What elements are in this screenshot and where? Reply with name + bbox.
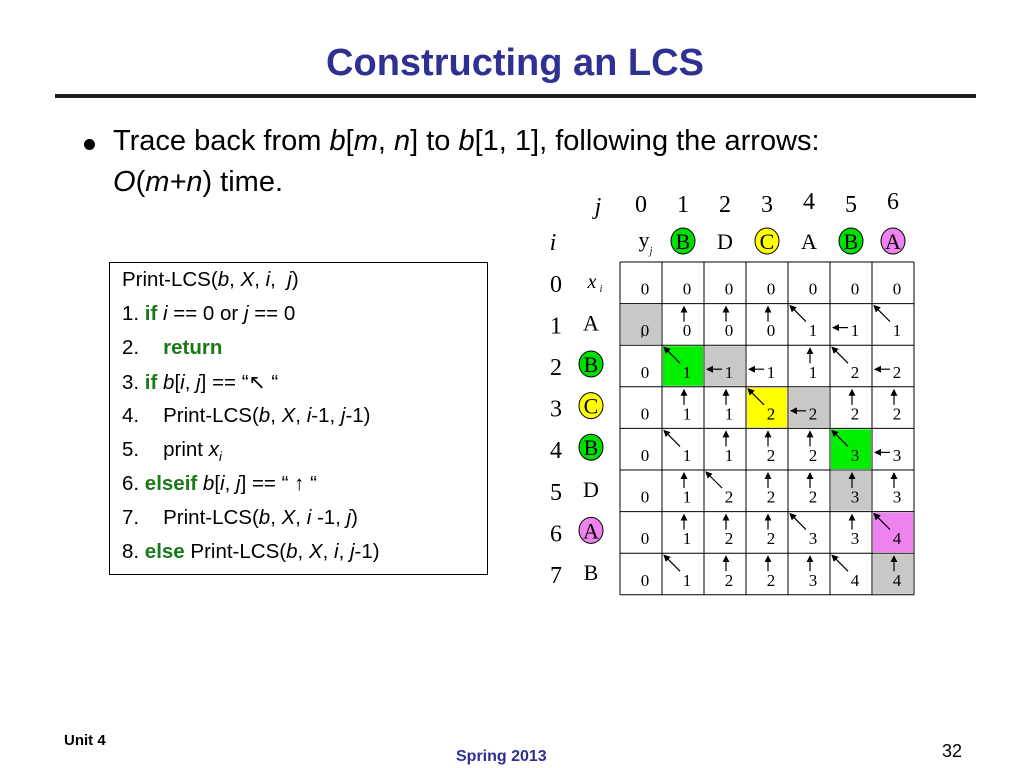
cell-value: 3	[892, 487, 902, 507]
cell-value: 2	[850, 362, 860, 382]
j-index: 3	[761, 192, 773, 218]
cell-value: 2	[850, 404, 860, 424]
i-index: 4	[550, 438, 562, 465]
y-char: D	[717, 229, 733, 254]
cell-value: 2	[724, 487, 734, 507]
cell-value: 4	[892, 529, 902, 549]
y-char: A	[801, 229, 817, 254]
j-index: 0	[635, 192, 647, 218]
cell-value: 3	[850, 446, 860, 465]
footer-term: Spring 2013	[456, 748, 547, 765]
cell-value: 3	[892, 446, 902, 465]
arrow-diag	[832, 555, 848, 571]
cell-value: 3	[850, 487, 860, 507]
cell-value: 2	[766, 529, 776, 549]
i-index: 1	[550, 313, 562, 340]
arrow-diag	[790, 306, 806, 322]
i-index: 6	[550, 521, 562, 548]
cell-value: 0	[724, 279, 734, 299]
cell-value: 0	[766, 279, 776, 299]
x-char: A	[583, 518, 599, 544]
cell-value: 1	[808, 321, 818, 341]
cell-value: 2	[766, 487, 776, 507]
cell-value: 2	[766, 570, 776, 590]
slide-title: Constructing an LCS	[326, 42, 704, 84]
cell-value: 0	[850, 279, 860, 299]
cell-value: 2	[766, 446, 776, 465]
i-index: 7	[550, 563, 562, 589]
cell-value: 2	[724, 529, 734, 549]
arrow-diag	[664, 555, 680, 571]
code-line-4: 4. Print-LCS(b, X, i-1, j-1)	[122, 404, 371, 427]
cell-value: 0	[724, 321, 734, 341]
cell-value: 0	[640, 362, 650, 382]
cell-value: 2	[808, 404, 818, 424]
y-subscript: j	[649, 246, 653, 257]
cell-value: 1	[808, 362, 818, 382]
x-subscript: i	[599, 284, 603, 295]
x-char: B	[583, 435, 599, 461]
cell-value: 1	[682, 404, 692, 424]
cell-value: 1	[892, 321, 902, 341]
code-line-8: 8. else Print-LCS(b, X, i, j-1)	[122, 540, 380, 563]
cell-value: 2	[724, 570, 734, 590]
x-char: A	[583, 310, 599, 336]
j-axis-label: j	[594, 194, 602, 220]
cell-value: 1	[850, 321, 860, 341]
cell-value: 0	[682, 321, 692, 341]
i-index: 0	[550, 271, 562, 298]
i-axis-label: i	[549, 230, 557, 256]
j-index: 1	[677, 192, 689, 218]
cell-value: 0	[808, 279, 818, 299]
cell-value: 0	[640, 529, 650, 549]
cell-value: 0	[640, 321, 650, 341]
code-line-2: 2. return	[122, 336, 223, 359]
cell-value: 0	[892, 279, 902, 299]
x-char: B	[583, 560, 599, 585]
cell-value: 0	[766, 321, 776, 341]
x-label: x	[587, 271, 597, 293]
arrow-diag	[790, 514, 806, 530]
arrow-diag	[874, 306, 890, 322]
cell-value: 2	[808, 487, 818, 507]
x-char: D	[583, 476, 599, 502]
j-index: 4	[803, 189, 815, 215]
x-char: B	[583, 352, 599, 377]
code-line-5: 5. print $x_i$	[122, 438, 222, 465]
arrow-diag	[706, 472, 722, 488]
code-header: Print-LCS(b, X, i, j)	[122, 268, 299, 291]
cell-value: 1	[682, 529, 692, 549]
cell-value: 1	[724, 362, 734, 382]
cell-value: 0	[640, 570, 650, 590]
arrow-diag	[832, 347, 848, 363]
j-index: 5	[845, 192, 857, 218]
i-index: 2	[550, 355, 562, 381]
bullet-line-1: Trace back from b[m, n] to b[1, 1], following the arrows:	[113, 125, 820, 157]
cell-value: 1	[724, 446, 734, 465]
cell-value: 4	[892, 570, 902, 590]
footer-unit: Unit 4	[64, 732, 106, 749]
up-arrow-symbol: ↑	[294, 472, 305, 495]
bullet-line-2: O(m+n) time.	[113, 166, 284, 198]
cell-value: 0	[640, 487, 650, 507]
cell-value: 1	[682, 487, 692, 507]
x-char: C	[583, 393, 599, 419]
cell-value: 3	[808, 529, 818, 549]
page-number: 32	[942, 741, 963, 761]
cell-value: 3	[808, 570, 818, 590]
diag-arrow-symbol: ↖	[248, 371, 266, 394]
cell-value: 1	[682, 362, 692, 382]
cell-value: 1	[682, 570, 692, 590]
cell-value: 1	[724, 404, 734, 424]
j-index: 2	[719, 192, 731, 218]
cell-value: 2	[808, 446, 818, 465]
i-index: 5	[550, 479, 562, 506]
cell-value: 1	[682, 446, 692, 465]
y-char: B	[843, 229, 859, 254]
cell-value: 0	[640, 404, 650, 424]
cell-value: 0	[682, 279, 692, 299]
code-line-7: 7. Print-LCS(b, X, i -1, j)	[122, 506, 358, 529]
arrow-diag	[664, 430, 680, 446]
cell-value: 4	[850, 570, 860, 590]
cell-value: 1	[766, 362, 776, 382]
cell-value: 0	[640, 279, 650, 299]
y-label: y	[638, 227, 650, 252]
cell-value: 3	[850, 529, 860, 549]
cell-value: 2	[892, 404, 902, 424]
code-line-3: 3. if b[i, j] == “↖ “	[122, 371, 279, 394]
code-line-6: 6. elseif b[i, j] == “ ↑ “	[122, 472, 317, 495]
cell-value: 0	[640, 446, 650, 465]
code-line-1: 1. if i == 0 or j == 0	[122, 302, 296, 325]
cell-value: 2	[766, 404, 776, 424]
y-char: C	[759, 229, 775, 254]
y-char: A	[885, 229, 901, 254]
cell-value: 2	[892, 362, 902, 382]
j-index: 6	[887, 189, 899, 215]
i-index: 3	[550, 396, 562, 423]
y-char: B	[675, 229, 691, 254]
